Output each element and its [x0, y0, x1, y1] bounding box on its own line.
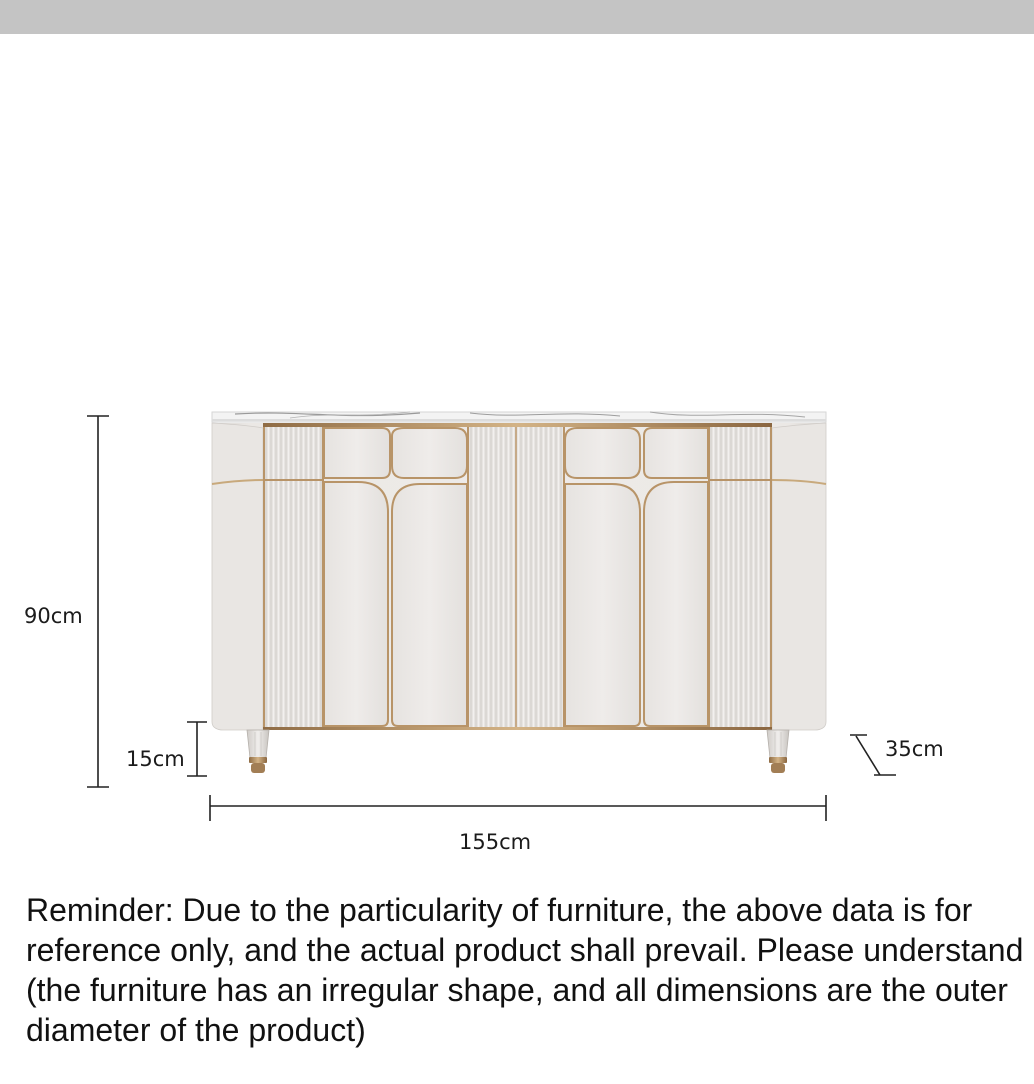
reminder-text: Reminder: Due to the particularity of furniture, the above data is for reference only, and the actual product shall prevail. Please understand (the furniture has an irregular shape, and all dimensions are the outer diameter of the product): [26, 892, 1024, 1048]
width-dimension-line: [210, 795, 826, 821]
leg-height-dimension-line: [187, 722, 207, 776]
height-label: 90cm: [24, 604, 83, 628]
cabinet-legs: [247, 730, 789, 773]
depth-label: 35cm: [885, 737, 944, 761]
marble-top: [212, 412, 826, 422]
leg-height-label: 15cm: [126, 747, 185, 771]
height-dimension-line: [87, 416, 109, 787]
width-label: 155cm: [459, 830, 532, 854]
